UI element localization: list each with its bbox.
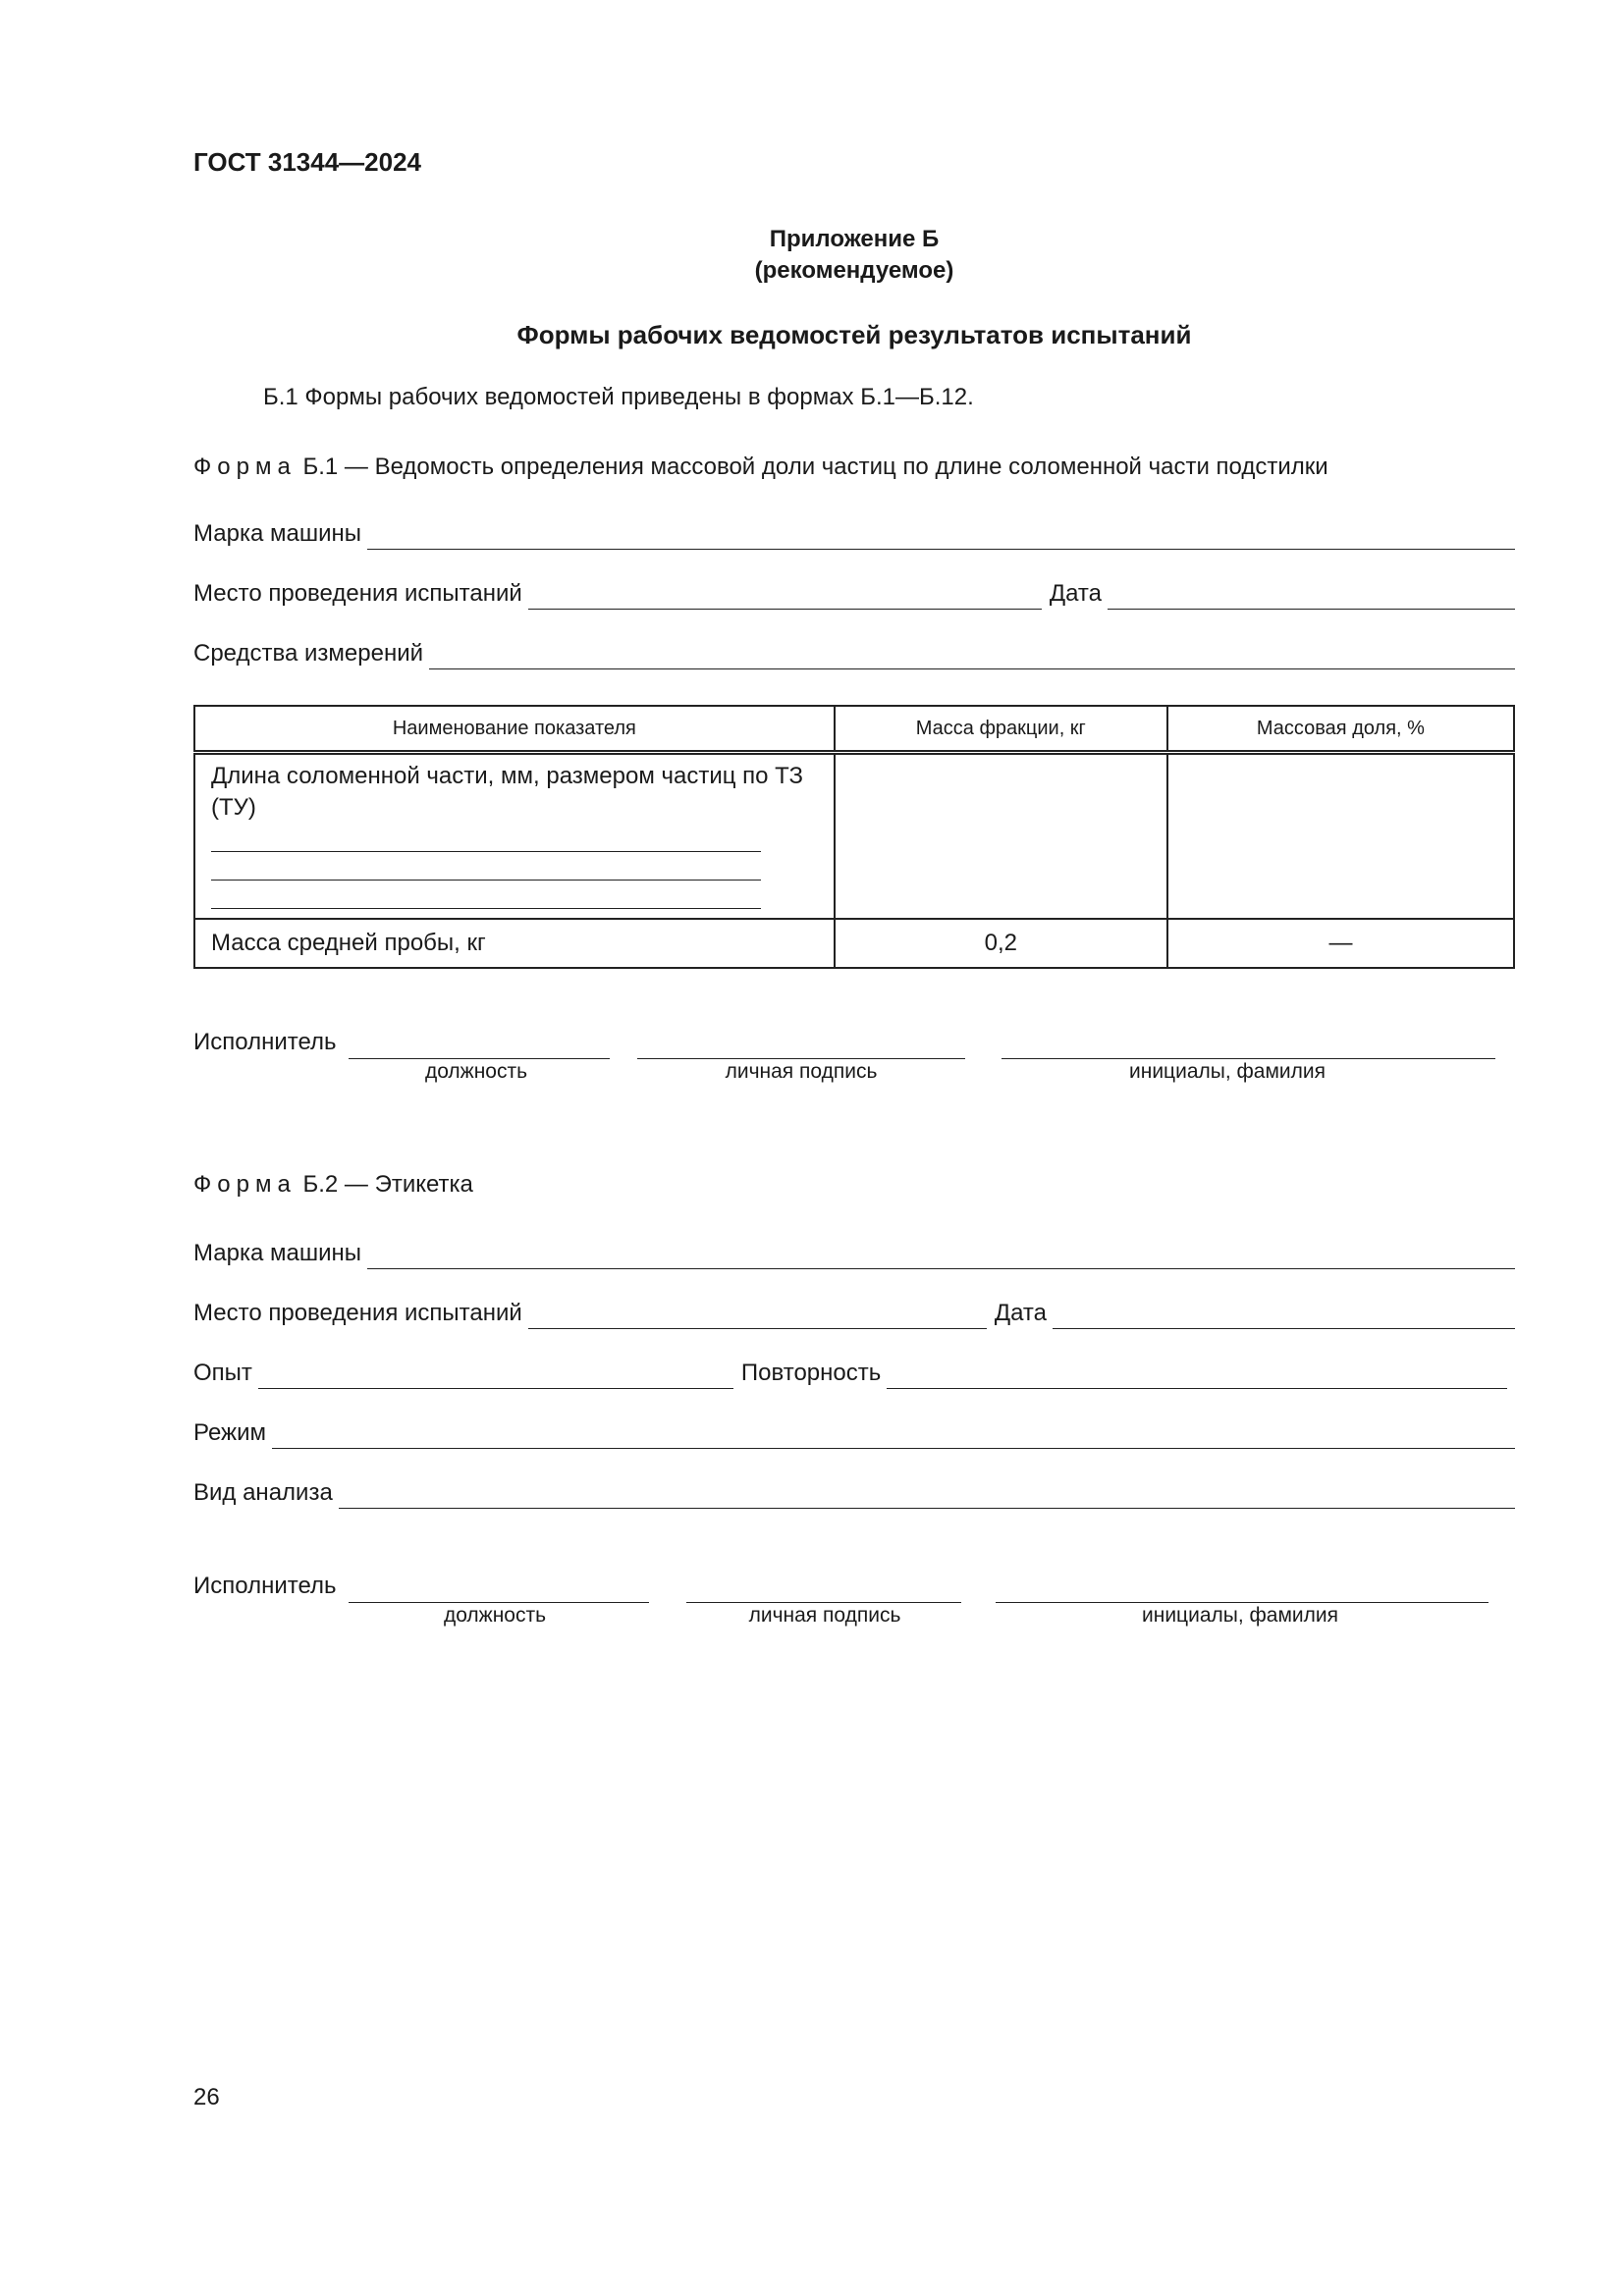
table-header-cell: Масса фракции, кг [835, 706, 1167, 753]
form2-analysis-row [193, 1469, 1515, 1509]
table-row [194, 919, 1514, 968]
page-number: 26 [193, 2084, 220, 2110]
appendix-title: Приложение Б [769, 226, 940, 252]
form1-instruments-field[interactable] [429, 639, 1515, 669]
form2-name-caption: инициалы, фамилия [1142, 1604, 1338, 1627]
form2-experiment-row [193, 1350, 1515, 1389]
form1-position-caption: должность [424, 1060, 528, 1083]
form2-performer-label: Исполнитель [193, 1573, 337, 1599]
form1-place-label: Место проведения испытаний [193, 580, 522, 607]
form2-signature-field[interactable] [686, 1573, 961, 1603]
form2-experiment-field[interactable] [258, 1359, 733, 1389]
table-cell: 0,2 [835, 919, 1167, 968]
form1-name-caption: инициалы, фамилия [1129, 1060, 1326, 1083]
fill-line[interactable] [211, 852, 761, 881]
form2-analysis-field[interactable] [339, 1478, 1515, 1509]
form1-machine-field[interactable] [367, 519, 1515, 550]
form1-name-field[interactable] [1001, 1029, 1495, 1059]
form1-signature-row [193, 1025, 1515, 1064]
form2-mode-row [193, 1410, 1515, 1449]
form1-machine-label: Марка машины [193, 520, 362, 547]
intro-paragraph: Б.1 Формы рабочих ведомостей приведены в формах Б.1—Б.12. [263, 384, 974, 410]
form2-repetition-field[interactable] [887, 1359, 1507, 1389]
row1-label: Длина соломенной части, мм, размером частиц по ТЗ (ТУ) [211, 763, 804, 821]
table-header-cell: Наименование показателя [194, 706, 835, 753]
form2-signature-caption: личная подпись [748, 1604, 901, 1627]
form1-signature-caption: личная подпись [725, 1060, 878, 1083]
form2-mode-field[interactable] [272, 1418, 1515, 1449]
form2-caption [193, 1171, 473, 1199]
form1-position-field[interactable] [349, 1029, 610, 1059]
form1-date-field[interactable] [1108, 579, 1515, 610]
table-cell[interactable] [835, 753, 1167, 920]
form1-signature-field[interactable] [637, 1029, 965, 1059]
table-header-row [194, 706, 1514, 753]
fill-line[interactable] [211, 824, 761, 852]
form1-table [193, 705, 1515, 969]
table-header-cell: Массовая доля, % [1167, 706, 1514, 753]
form1-caption-text: Б.1 — Ведомость определения массовой доли частиц по длине соломенной части подстилки [302, 454, 1328, 480]
form2-experiment-label: Опыт [193, 1360, 252, 1386]
form2-repetition-label: Повторность [740, 1360, 882, 1386]
fill-line[interactable] [211, 881, 761, 909]
form2-date-field[interactable] [1053, 1299, 1515, 1329]
form1-place-field[interactable] [528, 579, 1042, 610]
table-cell [194, 919, 835, 968]
form2-caption-text: Б.2 — Этикетка [302, 1171, 473, 1198]
form2-mode-label: Режим [193, 1419, 266, 1446]
form2-signature-row [193, 1569, 1515, 1608]
form1-caption [193, 454, 1328, 481]
form2-date-label: Дата [994, 1300, 1047, 1326]
form1-instruments-row [193, 630, 1515, 669]
form2-machine-field[interactable] [367, 1239, 1515, 1269]
form2-position-caption: должность [443, 1604, 547, 1627]
table-row [194, 753, 1514, 920]
form2-name-field[interactable] [996, 1573, 1489, 1603]
table-cell [194, 753, 835, 920]
form1-instruments-label: Средства измерений [193, 640, 424, 667]
form1-caption-word: Форма [193, 454, 297, 480]
row2-label: Масса средней пробы, кг [211, 930, 486, 956]
form1-place-row [193, 570, 1515, 610]
form2-position-field[interactable] [349, 1573, 649, 1603]
form2-analysis-label: Вид анализа [193, 1479, 333, 1506]
form1-date-label: Дата [1049, 580, 1102, 607]
form2-machine-row [193, 1230, 1515, 1269]
appendix-status: (рекомендуемое) [754, 257, 954, 284]
form2-place-field[interactable] [528, 1299, 987, 1329]
form1-performer-label: Исполнитель [193, 1029, 337, 1055]
section-title: Формы рабочих ведомостей результатов испытаний [516, 320, 1192, 349]
form2-place-label: Место проведения испытаний [193, 1300, 522, 1326]
table-cell: — [1167, 919, 1514, 968]
form2-machine-label: Марка машины [193, 1240, 362, 1266]
form1-machine-row [193, 510, 1515, 550]
form2-caption-word: Форма [193, 1171, 297, 1198]
form2-place-row [193, 1290, 1515, 1329]
standard-header: ГОСТ 31344—2024 [193, 147, 421, 177]
table-cell[interactable] [1167, 753, 1514, 920]
